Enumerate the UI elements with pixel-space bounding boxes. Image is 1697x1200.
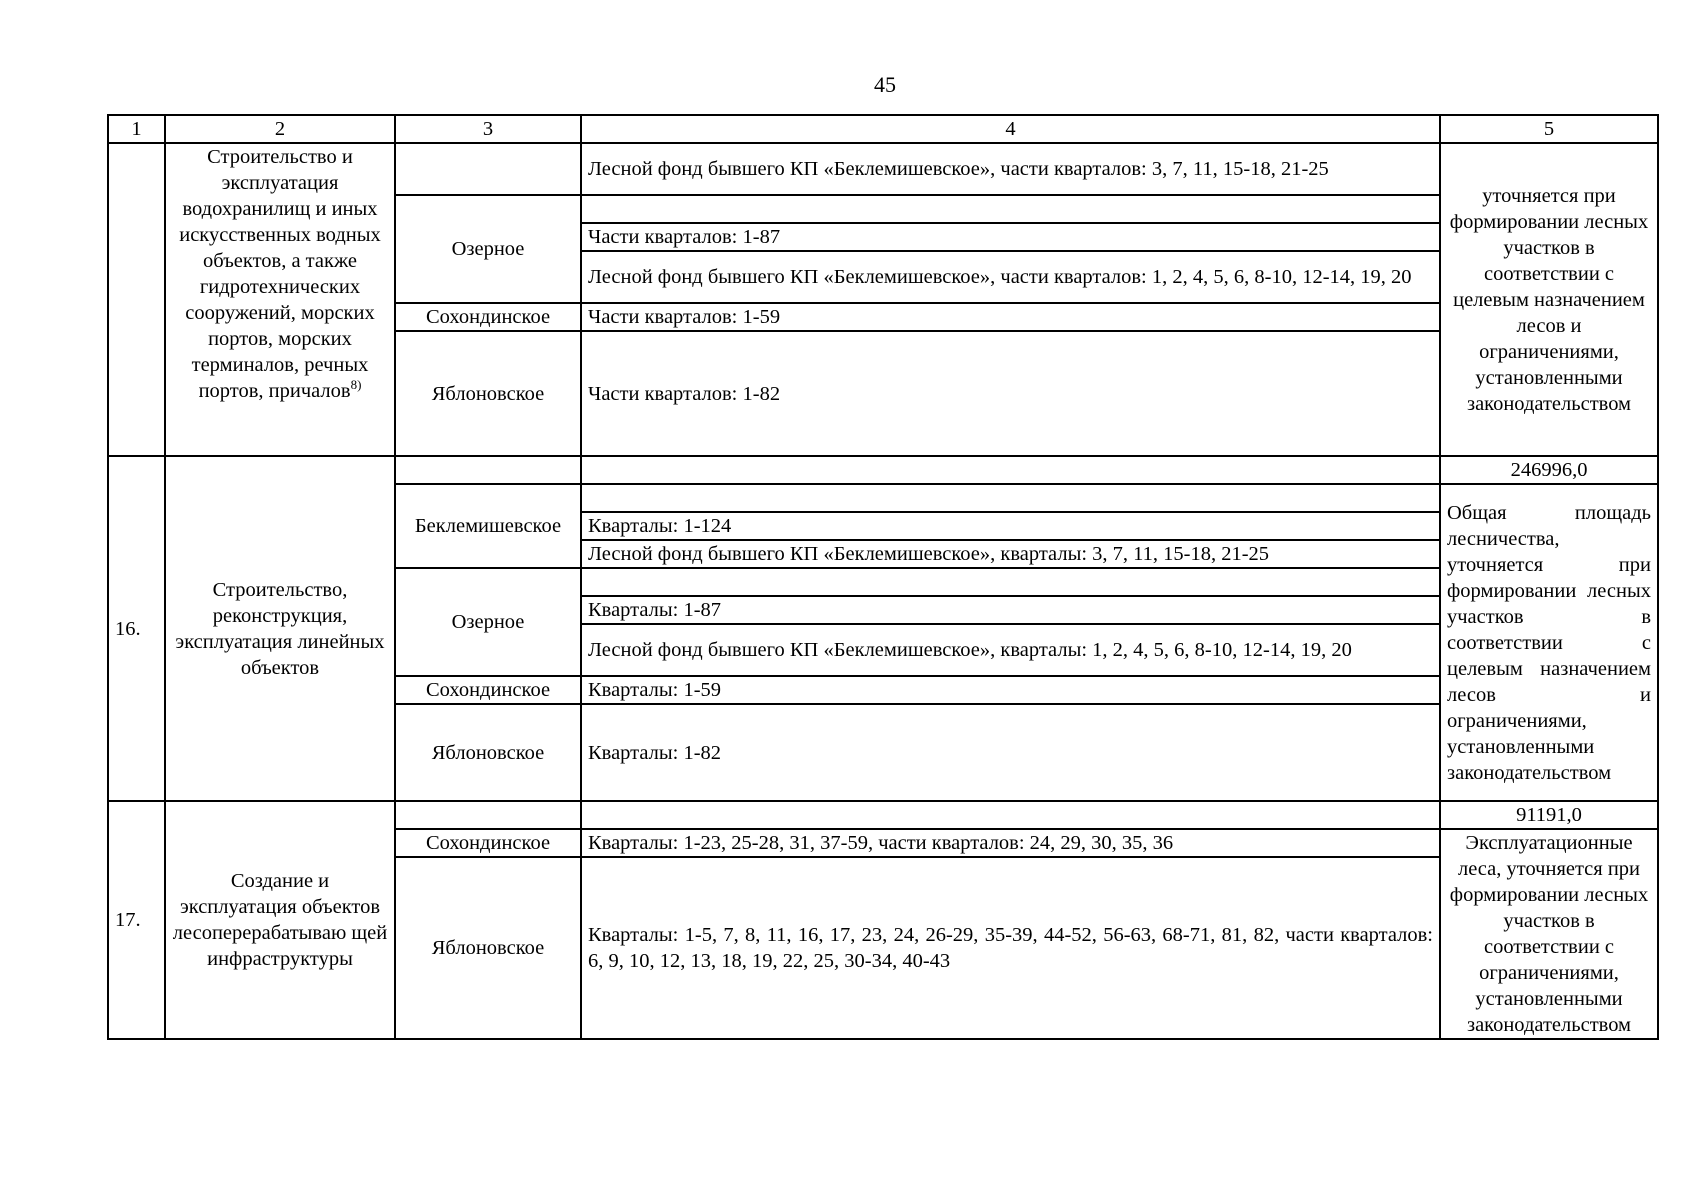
- forestry-cell: [395, 801, 581, 829]
- quarters-cell: Части кварталов: 1-59: [581, 303, 1440, 331]
- table-row: [108, 456, 1658, 484]
- quarters-cell: Лесной фонд бывшего КП «Беклемишевское», кварталы: 3, 7, 11, 15-18, 21-25: [581, 540, 1440, 568]
- area-total-cell: 246996,0: [1440, 456, 1658, 484]
- note-cell: уточняется при формировании лесных участков в соответствии с целевым назначением лесов и ограничениями, установленными законодательством: [1440, 143, 1658, 456]
- column-header-1: 1: [108, 115, 165, 143]
- forestry-cell: Озерное: [395, 195, 581, 303]
- quarters-cell: Лесной фонд бывшего КП «Беклемишевское», кварталы: 1, 2, 4, 5, 6, 8-10, 12-14, 19, 20: [581, 624, 1440, 676]
- quarters-cell: Части кварталов: 1-82: [581, 331, 1440, 456]
- column-header-4: 4: [581, 115, 1440, 143]
- forestry-cell: Сохондинское: [395, 303, 581, 331]
- quarters-cell: Кварталы: 1-82: [581, 704, 1440, 801]
- table-row: [108, 143, 1658, 195]
- forestry-cell: [395, 143, 581, 195]
- row-number-cell: 16.: [108, 456, 165, 801]
- table-row: [108, 801, 1658, 829]
- use-type-cell: Строительство, реконструкция, эксплуатация линейных объектов: [165, 456, 395, 801]
- row-number-cell: 17.: [108, 801, 165, 1039]
- quarters-cell: Кварталы: 1-23, 25-28, 31, 37-59, части кварталов: 24, 29, 30, 35, 36: [581, 829, 1440, 857]
- use-type-cell: Создание и эксплуатация объектов лесоперерабатываю щей инфраструктуры: [165, 801, 395, 1039]
- forestry-cell: [395, 456, 581, 484]
- quarters-cell: [581, 801, 1440, 829]
- quarters-cell: [581, 568, 1440, 596]
- table-header-row: [108, 115, 1658, 143]
- note-cell: Эксплуатационные леса, уточняется при формировании лесных участков в соответствии с ограничениями, установленными законодательством: [1440, 829, 1658, 1039]
- quarters-cell: Кварталы: 1-59: [581, 676, 1440, 704]
- forestry-cell: Яблоновское: [395, 857, 581, 1039]
- quarters-cell: Кварталы: 1-5, 7, 8, 11, 16, 17, 23, 24, 26-29, 35-39, 44-52, 56-63, 68-71, 81, 82, части кварталов: 6, 9, 10, 12, 13, 18, 19, 22, 25, 30-34, 40-43: [581, 857, 1440, 1039]
- column-header-3: 3: [395, 115, 581, 143]
- column-header-2: 2: [165, 115, 395, 143]
- forestry-cell: Яблоновское: [395, 331, 581, 456]
- forestry-cell: Озерное: [395, 568, 581, 676]
- note-cell: Общая площадь лесничества, уточняется при формировании лесных участков в соответствии с целевым назначением лесов и ограничениями, установленными законодательством: [1440, 484, 1658, 801]
- quarters-cell: Кварталы: 1-124: [581, 512, 1440, 540]
- area-total-cell: 91191,0: [1440, 801, 1658, 829]
- column-header-5: 5: [1440, 115, 1658, 143]
- quarters-cell: [581, 456, 1440, 484]
- forest-use-table: [107, 114, 1659, 1040]
- use-type-cell: Строительство и эксплуатация водохранилищ и иных искусственных водных объектов, а также гидротехнических сооружений, морских портов, морских терминалов, речных портов, причалов$^{8)}$: [165, 143, 395, 456]
- row-number-cell: [108, 143, 165, 456]
- forestry-cell: Яблоновское: [395, 704, 581, 801]
- quarters-cell: [581, 195, 1440, 223]
- page-number: 45: [874, 72, 896, 97]
- forestry-cell: Беклемишевское: [395, 484, 581, 568]
- forestry-cell: Сохондинское: [395, 676, 581, 704]
- quarters-cell: Лесной фонд бывшего КП «Беклемишевское», части кварталов: 3, 7, 11, 15-18, 21-25: [581, 143, 1440, 195]
- quarters-cell: Кварталы: 1-87: [581, 596, 1440, 624]
- forestry-cell: Сохондинское: [395, 829, 581, 857]
- quarters-cell: [581, 484, 1440, 512]
- quarters-cell: Лесной фонд бывшего КП «Беклемишевское», части кварталов: 1, 2, 4, 5, 6, 8-10, 12-14, 19, 20: [581, 251, 1440, 303]
- quarters-cell: Части кварталов: 1-87: [581, 223, 1440, 251]
